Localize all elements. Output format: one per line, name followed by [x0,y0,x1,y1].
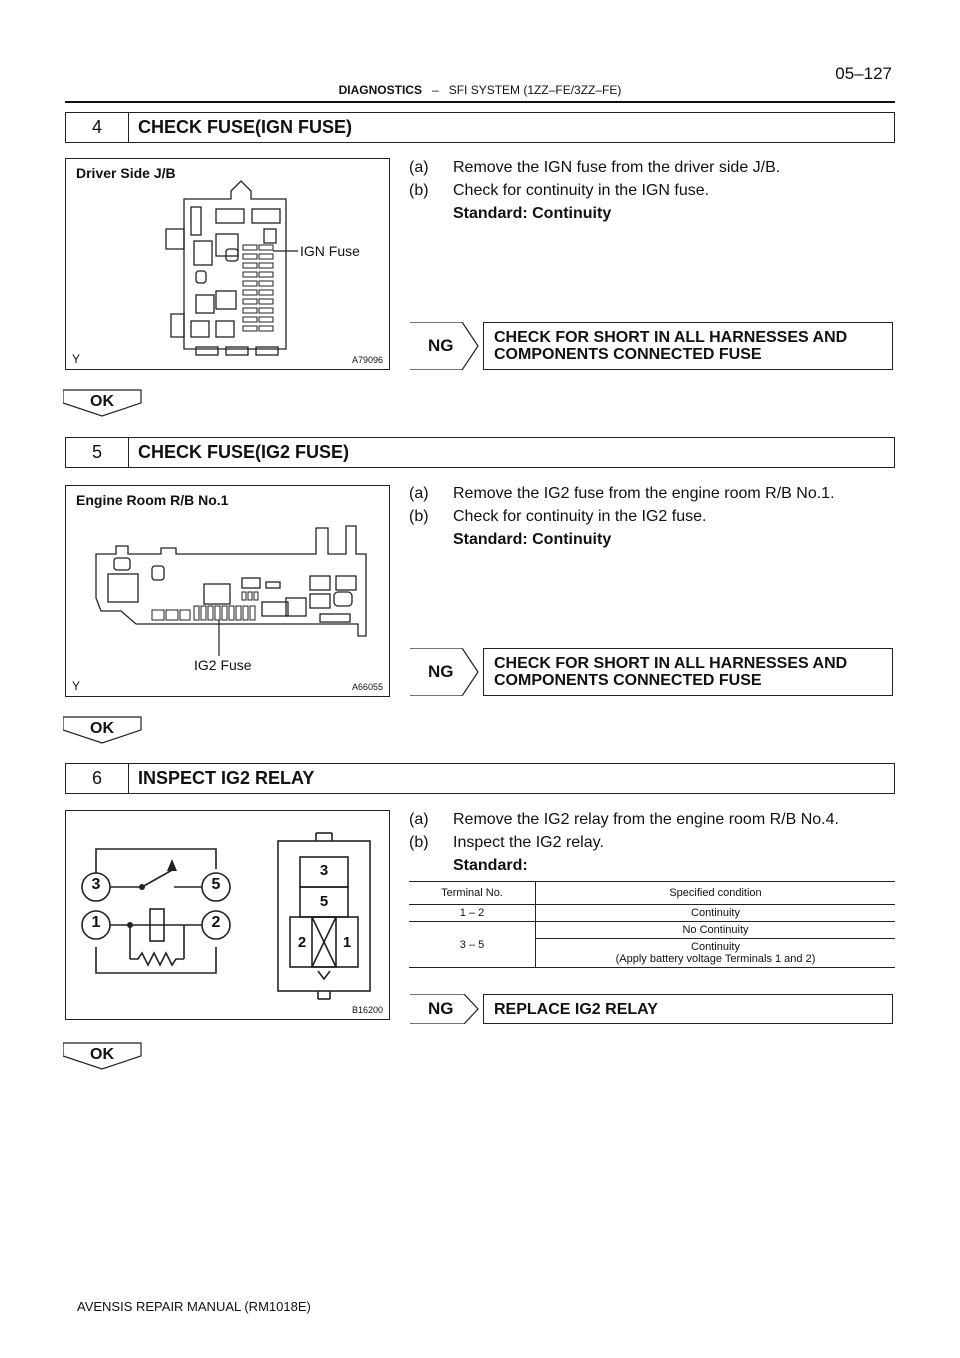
table-header: Terminal No. [409,882,536,905]
instr-text: Check for continuity in the IG2 fuse. [453,508,707,525]
figure-title: Engine Room R/B No.1 [76,492,229,508]
terminal-5-label: 5 [211,876,221,893]
step-4-figure [65,158,390,370]
instr-label: (a) [409,811,429,828]
ng-arrow [410,648,480,696]
ng-action-line: COMPONENTS CONNECTED FUSE [494,346,762,363]
ng-label: NG [428,999,454,1018]
ig2-fuse-callout: IG2 Fuse [194,657,252,673]
relay-pin-3-label: 3 [319,862,329,879]
running-header [250,83,710,97]
instr-label: (b) [409,508,429,525]
header-section: DIAGNOSTICS [338,83,422,97]
ng-action-line: CHECK FOR SHORT IN ALL HARNESSES AND [494,655,848,672]
step-5-instructions [409,482,835,551]
table-header-row [409,882,895,905]
table-row [409,905,895,922]
instr-text: Inspect the IG2 relay. [453,834,604,851]
ng-action-line: COMPONENTS CONNECTED FUSE [494,672,762,689]
step-6-bar [65,763,895,794]
table-cell: 1 – 2 [409,905,536,922]
step-4-instructions [409,156,780,225]
spec-table [409,881,895,968]
step-6-instructions [409,808,839,877]
figure-title: Driver Side J/B [76,165,176,181]
table-row [409,922,895,939]
ng-label: NG [428,336,454,355]
ok-tab [63,1042,143,1070]
table-cell-line: Continuity [691,941,740,953]
ng-arrow [410,994,480,1024]
table-header: Specified condition [536,882,896,905]
instr-label: (a) [409,485,429,502]
ng-action-box [483,648,893,696]
ok-tab [63,716,143,744]
header-subsection: SFI SYSTEM (1ZZ–FE/3ZZ–FE) [448,83,622,97]
instr-label: (b) [409,834,429,851]
figure-mark: Y [72,352,81,366]
step-4-number: 4 [66,113,129,142]
terminal-2-label: 2 [211,914,221,931]
instr-label: (b) [409,182,429,199]
standard-text: Standard: Continuity [453,205,612,222]
instr-text: Remove the IG2 relay from the engine room R/B No.4. [453,811,839,828]
instr-text: Check for continuity in the IGN fuse. [453,182,710,199]
relay-circuit-drawing [66,811,389,1019]
table-cell: Continuity [536,905,896,922]
figure-code: A66055 [351,682,383,692]
step-6-title: INSPECT IG2 RELAY [138,768,315,788]
step-5-bar [65,437,895,468]
ok-label: OK [90,720,114,737]
terminal-3-label: 3 [91,876,101,893]
ng-label: NG [428,662,454,681]
ng-action-line: REPLACE IG2 RELAY [494,1000,658,1018]
ng-arrow [410,322,480,370]
table-cell: No Continuity [536,922,896,939]
step-6-figure [65,810,390,1020]
figure-code: B16200 [351,1005,383,1015]
table-cell [536,939,896,968]
table-cell-line: (Apply battery voltage Terminals 1 and 2) [615,953,816,965]
standard-text: Standard: Continuity [453,531,612,548]
ng-action-line: CHECK FOR SHORT IN ALL HARNESSES AND [494,329,848,346]
step-5-title: CHECK FUSE(IG2 FUSE) [138,442,350,462]
ok-label: OK [90,1046,114,1063]
ng-action-box [483,994,893,1024]
step-4-title: CHECK FUSE(IGN FUSE) [138,117,353,137]
table-cell: 3 – 5 [409,922,536,968]
instr-text: Remove the IG2 fuse from the engine room R/B No.1. [453,485,835,502]
step-5-figure [65,485,390,697]
step-6-number: 6 [66,764,129,793]
ng-action-box [483,322,893,370]
manual-footer: AVENSIS REPAIR MANUAL (RM1018E) [77,1299,311,1314]
figure-code: A79096 [351,355,383,365]
relay-pin-1-label: 1 [342,934,352,951]
relay-pin-5-label: 5 [319,893,329,910]
header-dash: – [431,83,439,97]
ign-fuse-callout: IGN Fuse [300,243,360,259]
instr-text: Remove the IGN fuse from the driver side J/B. [453,159,781,176]
standard-text: Standard: [453,857,528,874]
step-5-number: 5 [66,438,129,467]
junction-block-drawing [66,159,389,369]
figure-mark: Y [72,679,81,693]
header-rule [65,101,895,103]
terminal-1-label: 1 [91,914,101,931]
ok-tab [63,389,143,417]
ok-label: OK [90,393,114,410]
instr-label: (a) [409,159,429,176]
page-number: 05–127 [835,64,892,83]
relay-pin-2-label: 2 [297,934,307,951]
step-4-bar [65,112,895,143]
